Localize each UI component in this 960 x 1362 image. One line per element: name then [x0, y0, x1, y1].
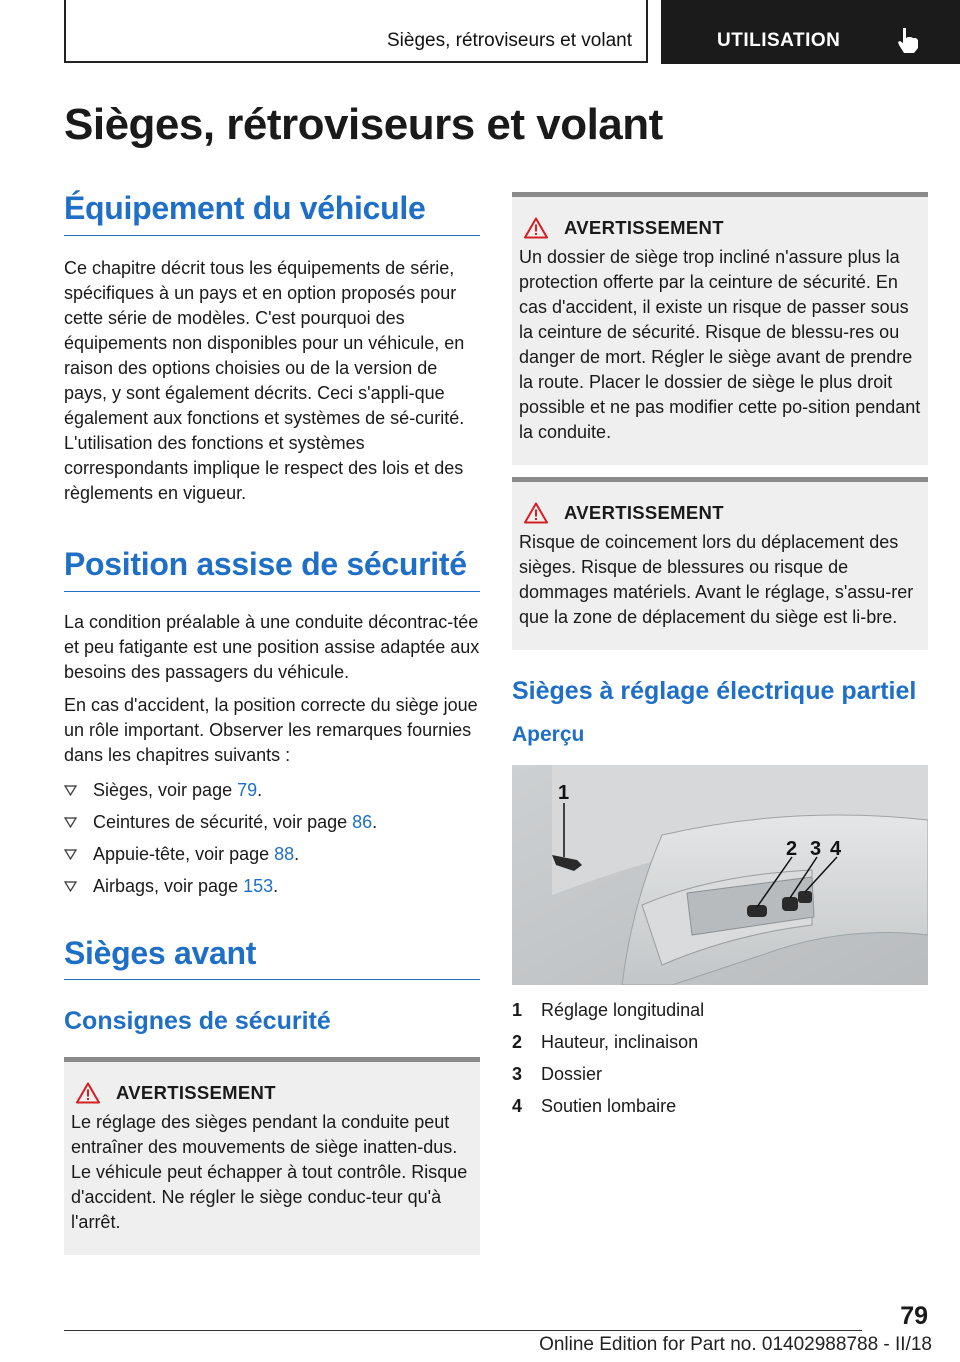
warning-text: Risque de coincement lors du déplacement des sièges. Risque de blessures ou risque de dommages matériels. Avant le réglage, s'assu-rer que la zone de déplacement du siège est li-bre.: [519, 532, 914, 627]
footer-edition: Online Edition for Part no. 01402988788 - II/18: [539, 1334, 932, 1355]
seating-paragraph-2: En cas d'accident, la position correcte du siège joue un rôle important. Observer les remarques fournies dans les chapitres suivants :: [64, 694, 478, 765]
left-column: [64, 190, 480, 1255]
page-link-153[interactable]: 153: [243, 875, 274, 896]
list-item: Airbags, voir page 153.: [64, 874, 480, 899]
hand-pointer-icon: [895, 26, 921, 54]
warning-text: Le réglage des sièges pendant la conduite peut entraîner des mouvements de siège inatten-dus. Le véhicule peut échapper à tout contrôle. Risque d'accident. Ne régler le siège conduc-teur qu'à l'arrêt.: [71, 1111, 468, 1232]
callout-label-1: 1: [558, 781, 570, 804]
header-section-box: [64, 0, 648, 63]
list-item: 1 Réglage longitudinal: [512, 999, 705, 1020]
right-column: [512, 190, 928, 1126]
page-title: Sièges, rétroviseurs et volant: [64, 100, 663, 149]
warning-triangle-icon: [76, 1082, 100, 1104]
list-item: 2 Hauteur, inclinaison: [512, 1031, 699, 1052]
header-chapter-tab: [661, 0, 960, 64]
list-item: 3 Dossier: [512, 1063, 603, 1084]
callout-label-4: 4: [830, 837, 842, 860]
subsection-title-safety: Consignes de sécurité: [64, 1007, 331, 1036]
warning-box: [512, 477, 928, 650]
list-item: 4 Soutien lombaire: [512, 1095, 677, 1116]
section-title-seating-position: Position assise de sécurité: [64, 546, 480, 592]
page-link-79[interactable]: 79: [237, 779, 258, 800]
section-title-equipment: Équipement du véhicule: [64, 190, 480, 236]
page-link-88[interactable]: 88: [274, 843, 295, 864]
warning-title: AVERTISSEMENT: [564, 217, 724, 238]
seat-controls-illustration: [512, 765, 928, 985]
page-link-86[interactable]: 86: [352, 811, 373, 832]
page-number: 79: [900, 1302, 928, 1330]
triangle-bullet-icon: [64, 816, 77, 829]
subsubsection-title-overview: Aperçu: [512, 722, 585, 746]
triangle-bullet-icon: [64, 848, 77, 861]
illustration-legend: [512, 998, 928, 1119]
warning-title: AVERTISSEMENT: [116, 1081, 276, 1103]
callout-label-3: 3: [810, 837, 822, 860]
subsection-title-electric-seats: Sièges à réglage électrique partiel: [512, 677, 917, 705]
list-item: Sièges, voir page 79.: [64, 778, 480, 803]
warning-text: Un dossier de siège trop incliné n'assure plus la protection offerte par la ceinture de sécurité. En cas d'accident, il existe un risque de passer sous la ceinture de sécurité. Risque de blessu-res ou danger de mort. Régler le siège avant de prendre la route. Placer le dossier de siège le plus droit possible et ne pas modifier cette po-sition pendant la conduite.: [519, 247, 921, 442]
section-title-front-seats: Sièges avant: [64, 935, 480, 981]
triangle-bullet-icon: [64, 784, 77, 797]
list-item: Ceintures de sécurité, voir page 86.: [64, 810, 480, 835]
warning-triangle-icon: [524, 502, 548, 524]
warning-box: [64, 1057, 480, 1255]
seating-paragraph-1: La condition préalable à une conduite décontrac-tée et peu fatigante est une position assise adaptée aux besoins des passagers du véhicule.: [64, 611, 480, 682]
warning-box: [512, 192, 928, 465]
cross-reference-list: [64, 778, 480, 899]
header-chapter-label: UTILISATION: [717, 30, 841, 51]
header-section-title: Sièges, rétroviseurs et volant: [386, 30, 632, 51]
triangle-bullet-icon: [64, 880, 77, 893]
equipment-paragraph: Ce chapitre décrit tous les équipements de série, spécifiques à un pays et en option proposés pour cette série de modèles. C'est pourquoi des équipements non disponibles pour un véhicule, en raison des options choisies ou de la version de pays, y sont également décrits. Ceci s'appli-que également aux fonctions et systèmes de sé-curité. L'utilisation des fonctions et systèmes correspondants implique le respect des lois et des règlements en vigueur.: [64, 257, 465, 503]
warning-title: AVERTISSEMENT: [564, 502, 724, 523]
footer-divider: [64, 1330, 862, 1331]
warning-triangle-icon: [524, 217, 548, 239]
callout-label-2: 2: [786, 837, 798, 860]
list-item: Appuie-tête, voir page 88.: [64, 842, 480, 867]
